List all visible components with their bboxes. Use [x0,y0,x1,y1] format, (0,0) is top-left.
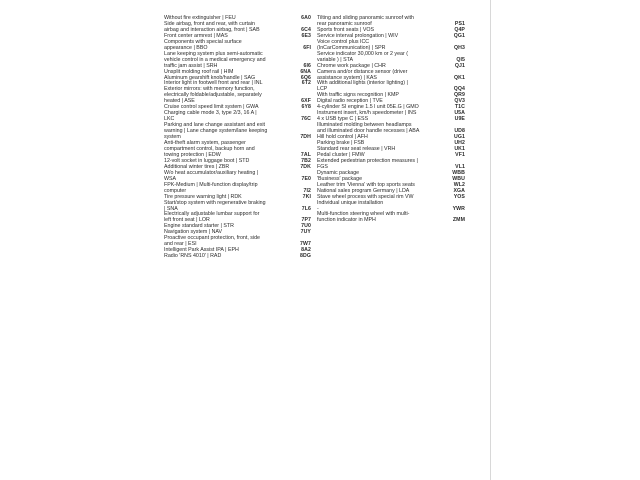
equipment-description: Extended pedestrian protection measures | FGS [317,157,418,170]
equipment-row [164,40,311,52]
equipment-code: 6E3 [301,32,311,39]
equipment-code: UG1 [454,134,465,141]
equipment-code: 7E0 [301,175,311,182]
equipment-description: Exterior mirrors: with memory function, electrically foldable/adjustable, separately heated | ASE [164,86,262,105]
equipment-description: Stave wheel process with special rim VW [317,193,414,200]
equipment-description: Without fire extinguisher | FEU [164,15,236,21]
equipment-description: National sales program Germany | LDA [317,187,410,194]
equipment-description: Digital radio reception | TVE [317,98,383,105]
equipment-description: Camera and/or distance sensor (driver assistance system) | KAS [317,68,408,81]
equipment-code: QK1 [454,74,465,81]
equipment-code: WL2 [453,181,465,188]
equipment-row [164,171,311,183]
equipment-code: ZMM [452,217,465,224]
equipment-code: 7DH [300,134,311,141]
equipment-row [317,40,465,52]
left-equipment-list [164,16,311,260]
equipment-description: Parking and lane change assistant and exit warning | Lane change system/lane keeping system [164,122,268,141]
equipment-description: 'Business' package [317,175,363,182]
equipment-description: Aluminum gearshift knob/handle | SAG [164,74,256,81]
equipment-description: W/o heat accumulator/auxiliary heating | WSA [164,169,259,182]
equipment-code: U9E [454,116,465,123]
equipment-code: QQ4 [453,86,465,93]
equipment-code: QI5 [456,56,465,63]
equipment-code: VL1 [455,163,465,170]
equipment-description: Cruise control speed limit system | GWA [164,104,259,111]
equipment-code: UD8 [454,128,465,135]
equipment-code: WBB [452,169,465,176]
equipment-description: Components with special surface appearance | BBO [164,38,242,51]
equipment-code: 7KI [302,193,311,200]
equipment-code: WBU [452,175,465,182]
equipment-code: 6NA [300,68,311,75]
equipment-description: Anti-theft alarm system, passenger compartment control, backup horn and towing protection | EDW [164,140,255,158]
equipment-code: 6XF [301,98,311,105]
equipment-code: 7U0 [301,223,311,230]
equipment-description: Service interval prolongation | WIV [317,32,399,39]
equipment-code: VF1 [455,151,465,158]
equipment-row [164,52,311,70]
equipment-description: Multi-function steering wheel with multi- function indicator in MPH [317,211,410,224]
equipment-code: 6Q6 [300,74,311,81]
equipment-code: 6C4 [301,26,311,33]
equipment-description: Engine standard starter | STR [164,223,234,230]
equipment-description: FPK-Medium | Multi-function display/trip computer [164,181,258,194]
equipment-description: Pedal cluster | FMW [317,151,365,158]
equipment-code: 6A0 [301,15,311,21]
equipment-description: Proactive occupant protection, front, side and rear | ESI [164,235,260,248]
equipment-code: U5A [454,110,465,117]
equipment-description: Service indicator 30,000 km or 2 year ( variable ) | STA [317,50,408,63]
equipment-description: Front center armrest | MAS [164,32,228,39]
equipment-description: Tilting and sliding panoramic sunroof with rear panoramic sunroof [317,15,414,27]
equipment-code: 7UY [300,229,311,236]
equipment-description: Radio 'RNS 4010' | RAD [164,253,222,260]
equipment-code: 6Y8 [301,104,311,111]
equipment-row [164,141,311,159]
equipment-description: Tire pressure warning light | RDK [164,193,242,200]
document-page [150,0,491,480]
equipment-description: Side airbag, front and rear, with curtain airbag and interaction airbag, front | SAB [164,20,260,33]
equipment-code: 7P7 [301,217,311,224]
equipment-description: With traffic signs recognition | KMP [317,92,399,99]
equipment-code: 8DG [300,253,311,260]
equipment-description: Electrically adjustable lumbar support for left front seat | LOR [164,211,260,224]
equipment-description: Individual unique installation - [317,199,384,212]
equipment-row [317,212,465,224]
equipment-code: YWR [452,205,465,212]
equipment-code: 76C [301,116,311,123]
equipment-description: Charging cable mode 3, type 2/3, 16 A | LKC [164,110,257,123]
equipment-description: Instrument insert, km/h speedometer | INS [317,110,417,117]
equipment-row [164,123,311,141]
right-equipment-list [317,16,465,224]
equipment-code: QR9 [454,92,465,99]
equipment-description: Start/stop system with regenerative braking | SNA [164,199,266,212]
equipment-description: Sports front seats | VOS [317,26,375,33]
equipment-code: T1C [454,104,465,111]
equipment-description: Unsplit molding roof rail | HIM [164,68,234,75]
equipment-code: UH2 [454,140,465,147]
equipment-row [317,159,465,171]
equipment-description: Lane keeping system plus semi-automatic vehicle control in a medical emergency and traffic jam assist | SRH [164,50,266,69]
equipment-code: 6I6 [303,62,311,69]
equipment-code: Q4P [454,26,465,33]
equipment-description: 4 x USB type C | ESS [317,116,369,123]
equipment-description: 12-volt socket in luggage boot | STD [164,157,250,164]
equipment-code: 6FI [303,44,311,51]
equipment-description: With additional lights (interior lighting) | LCP [317,80,408,93]
equipment-code: 7W7 [300,241,311,248]
equipment-row [317,52,465,64]
equipment-code: 7B2 [301,157,311,164]
equipment-description: Dynamic package [317,169,360,176]
equipment-code: QH3 [454,44,465,51]
equipment-description: 4-cylinder SI engine 1.5 l unit 05E.G | GMO [317,104,419,111]
equipment-code: XGA [453,187,465,194]
equipment-code: QG1 [453,32,465,39]
equipment-description: Chrome work package | CHR [317,62,386,69]
equipment-description: Intelligent Park Assist IPA | EPH [164,247,239,254]
equipment-description: Additional winter tires | ZBR [164,163,230,170]
equipment-code: 8A2 [301,247,311,254]
equipment-description: Voice control plus ICC (InCarCommunication) | SPR [317,38,386,51]
equipment-description: Parking brake | FSB [317,140,365,147]
equipment-code: UK1 [454,145,465,152]
equipment-code: 7AL [300,151,311,158]
equipment-row [164,254,311,260]
equipment-description: Illuminated molding between headlamps and illuminated door handle recesses | ABA [317,122,420,135]
equipment-code: 6T2 [301,80,311,87]
equipment-description: Navigation system | NAV [164,229,223,236]
equipment-row [164,87,311,105]
equipment-code: 7DK [300,163,311,170]
equipment-description: Leather trim 'Vienna' with top sports seats [317,181,415,188]
equipment-code: YOS [453,193,465,200]
equipment-row [164,183,311,195]
equipment-code: PS1 [454,20,465,27]
equipment-code: QJ1 [454,62,465,69]
equipment-code: 7L6 [301,205,311,212]
equipment-description: Hill hold control | AFH [317,134,368,141]
equipment-code: QV3 [454,98,465,105]
equipment-code: 7I2 [303,187,311,194]
equipment-description: Standard rear seat release | VRH [317,145,396,152]
equipment-description: Interior light in footwell front and rear | INL [164,80,263,87]
